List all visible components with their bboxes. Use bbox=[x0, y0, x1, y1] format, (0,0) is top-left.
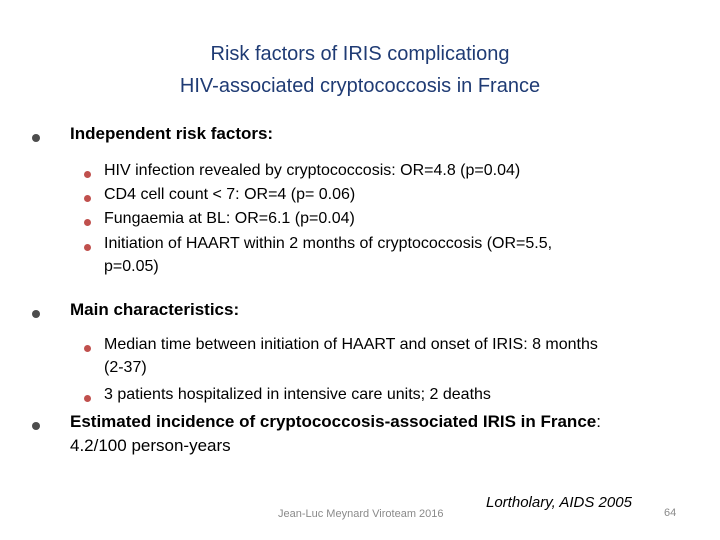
section-heading-incidence bbox=[70, 412, 601, 432]
list-item: HIV infection revealed by cryptococcosis: OR=4.8 (p=0.04) bbox=[104, 162, 521, 179]
list-item: Median time between initiation of HAART and onset of IRIS: 8 months bbox=[104, 336, 598, 353]
sub-bullet-icon bbox=[84, 395, 91, 402]
list-item: Initiation of HAART within 2 months of cryptococcosis (OR=5.5, bbox=[104, 235, 553, 252]
title-line-1: Risk factors of IRIS complicationg bbox=[210, 43, 510, 65]
list-item: 3 patients hospitalized in intensive care units; 2 deaths bbox=[104, 386, 491, 403]
title-line-2: HIV-associated cryptococcosis in France bbox=[179, 75, 541, 97]
sub-bullet-icon bbox=[84, 171, 91, 178]
section-heading-independent: Independent risk factors: bbox=[70, 124, 274, 143]
slide-title bbox=[0, 38, 720, 102]
bullet-icon bbox=[32, 310, 40, 318]
page-number: 64 bbox=[664, 507, 677, 519]
list-item: CD4 cell count < 7: OR=4 (p= 0.06) bbox=[104, 186, 356, 203]
citation: Lortholary, AIDS 2005 bbox=[486, 494, 632, 511]
incidence-heading-colon: : bbox=[596, 412, 601, 431]
sub-bullet-icon bbox=[84, 219, 91, 226]
incidence-value: 4.2/100 person-years bbox=[70, 436, 231, 455]
section-heading-main: Main characteristics: bbox=[70, 300, 240, 319]
sub-bullet-icon bbox=[84, 195, 91, 202]
sub-bullet-icon bbox=[84, 345, 91, 352]
list-item: Fungaemia at BL: OR=6.1 (p=0.04) bbox=[104, 210, 355, 227]
bullet-icon bbox=[32, 134, 40, 142]
list-item-continuation: p=0.05) bbox=[104, 258, 159, 275]
sub-bullet-icon bbox=[84, 244, 91, 251]
incidence-heading-bold: Estimated incidence of cryptococcosis-associated IRIS in France bbox=[70, 412, 597, 431]
footer-author: Jean-Luc Meynard Viroteam 2016 bbox=[278, 508, 444, 520]
list-item-continuation: (2-37) bbox=[104, 359, 147, 376]
bullet-icon bbox=[32, 422, 40, 430]
